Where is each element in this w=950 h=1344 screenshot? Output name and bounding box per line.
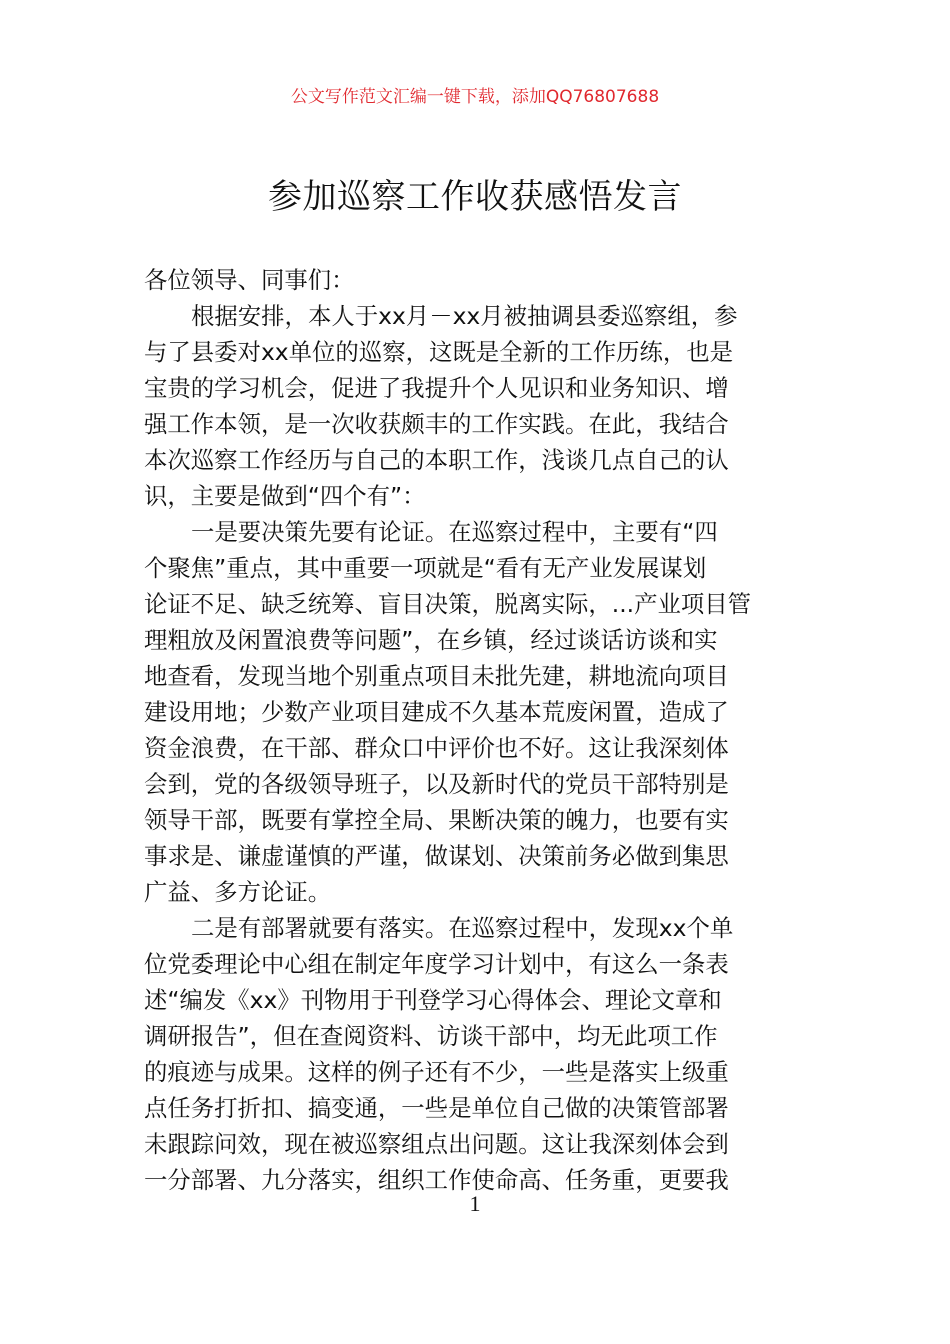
- download-promo-note: 公文写作范文汇编一键下载，添加QQ76807688: [290, 87, 660, 107]
- paragraph-line: 强工作本领，是一次收获颇丰的工作实践。在此，我结合: [144, 410, 729, 438]
- paragraph-line: 一分部署、九分落实，组织工作使命高、任务重，更要我: [144, 1166, 729, 1194]
- paragraph-line: 与了县委对xx单位的巡察，这既是全新的工作历练，也是: [144, 338, 734, 366]
- paragraph-line: 广益、多方论证。: [144, 878, 332, 906]
- paragraph-line: 宝贵的学习机会，促进了我提升个人见识和业务知识、增: [144, 374, 729, 402]
- paragraph-line: 论证不足、缺乏统筹、盲目决策，脱离实际，...产业项目管: [144, 590, 752, 618]
- greeting-line: 各位领导、同事们：: [144, 266, 355, 294]
- paragraph-line: 二是有部署就要有落实。在巡察过程中，发现xx个单: [191, 914, 734, 942]
- document-title: 参加巡察工作收获感悟发言: [268, 177, 682, 217]
- paragraph-line: 理粗放及闲置浪费等问题”，在乡镇，经过谈话访谈和实: [144, 626, 718, 654]
- paragraph-line: 建设用地；少数产业项目建成不久基本荒废闲置，造成了: [144, 698, 729, 726]
- paragraph-line: 未跟踪问效，现在被巡察组点出问题。这让我深刻体会到: [144, 1130, 729, 1158]
- body-paragraph: [144, 514, 808, 910]
- paragraph-line: 一是要决策先要有论证。在巡察过程中，主要有“四: [191, 518, 718, 546]
- paragraph-line: 个聚焦”重点，其中重要一项就是“看有无产业发展谋划: [144, 554, 707, 582]
- body-paragraph: [144, 298, 808, 514]
- paragraph-line: 述“编发《xx》刊物用于刊登学习心得体会、理论文章和: [144, 986, 722, 1014]
- paragraph-line: 事求是、谦虚谨慎的严谨，做谋划、决策前务必做到集思: [144, 842, 729, 870]
- paragraph-line: 地查看，发现当地个别重点项目未批先建，耕地流向项目: [144, 662, 729, 690]
- paragraph-list: [144, 298, 808, 1198]
- page-number: 1: [469, 1191, 481, 1216]
- document-body: [144, 262, 808, 1198]
- paragraph-line: 资金浪费，在干部、群众口中评价也不好。这让我深刻体: [144, 734, 729, 762]
- paragraph-line: 的痕迹与成果。这样的例子还有不少，一些是落实上级重: [144, 1058, 729, 1086]
- paragraph-line: 调研报告”，但在查阅资料、访谈干部中，均无此项工作: [144, 1022, 718, 1050]
- paragraph-line: 位党委理论中心组在制定年度学习计划中，有这么一条表: [144, 950, 729, 978]
- paragraph-line: 领导干部，既要有掌控全局、果断决策的魄力，也要有实: [144, 806, 729, 834]
- paragraph-line: 会到，党的各级领导班子，以及新时代的党员干部特别是: [144, 770, 729, 798]
- paragraph-line: 点任务打折扣、搞变通，一些是单位自己做的决策管部署: [144, 1094, 729, 1122]
- paragraph-line: 本次巡察工作经历与自己的本职工作，浅谈几点自己的认: [144, 446, 729, 474]
- body-paragraph: [144, 910, 808, 1198]
- paragraph-line: 识，主要是做到“四个有”：: [144, 482, 426, 510]
- paragraph-line: 根据安排，本人于xx月－xx月被抽调县委巡察组，参: [191, 302, 738, 330]
